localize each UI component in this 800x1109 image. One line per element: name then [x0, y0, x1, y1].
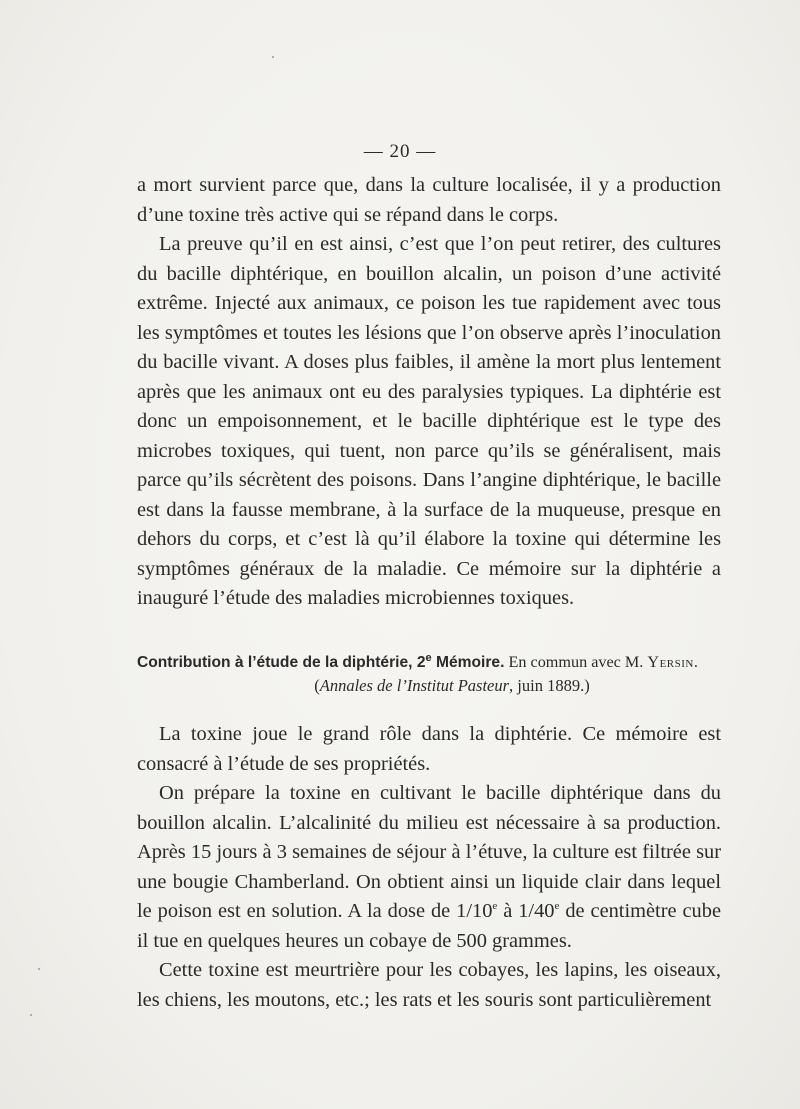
body-text-top [137, 171, 721, 614]
citation-date: , juin 1889.) [509, 676, 590, 695]
heading-coauthor-prefix: En commun avec M. [504, 653, 648, 671]
paragraph-continuation: a mort survient parce que, dans la culture localisée, il y a production d’une toxine très active qui se répand dans le corps. [137, 174, 721, 226]
page-number: — 20 — [363, 141, 437, 162]
heading-citation: (Annales de l’Institut Pasteur, juin 1889.) [314, 676, 590, 695]
paper-speck [272, 56, 274, 58]
heading-coauthor: Yersin [647, 653, 694, 671]
paper-speck [30, 1014, 32, 1016]
journal-name: Annales de l’Institut Pasteur [319, 676, 510, 695]
paragraph-toxin-role: La toxine joue le grand rôle dans la diphtérie. Ce mémoire est consacré à l’étude de ses propriétés. [137, 723, 721, 775]
paper-speck [38, 968, 40, 970]
heading-title: Contribution à l’étude de la diphtérie, 2e Mémoire. [137, 651, 505, 671]
paragraph-toxin-lethality: Cette toxine est meurtrière pour les cobayes, les lapins, les oiseaux, les chiens, les moutons, etc.; les rats et les souris sont particulièrement [137, 959, 721, 1011]
section-heading [137, 651, 727, 697]
body-text-bottom [137, 720, 721, 1015]
paragraph-toxin-evidence: La preuve qu’il en est ainsi, c’est que l’on peut retirer, des cultures du bacille diphtérique, en bouillon alcalin, un poison d’une activité extrême. Injecté aux animaux, ce poison les tue rapidement avec tous les symptômes et toutes les lésions que l’on observe après l’inoculation du bacille vivant. A doses plus faibles, il amène la mort plus lentement après que les animaux ont eu des paralysies typiques. La diphtérie est donc un empoisonnement, et le bacille diphtérique est le type des microbes toxiques, qui tuent, non parce qu’ils se généralisent, mais parce qu’ils sécrètent des poisons. Dans l’angine diphtérique, le bacille est dans la fausse membrane, à la surface de la muqueuse, presque en dehors du corps, et c’est là qu’il élabore la toxine qui détermine les symptômes généraux de la maladie. Ce mémoire sur la diphtérie a inauguré l’étude des maladies microbiennes toxiques. [137, 233, 721, 609]
paragraph-toxin-preparation: On prépare la toxine en cultivant le bacille diphtérique dans du bouillon alcalin. L’alcalinité du milieu est nécessaire à sa production. Après 15 jours à 3 semaines de séjour à l’étuve, la culture est filtrée sur une bougie Chamberland. On obtient ainsi un liquide clair dans lequel le poison est en solution. A la dose de 1/10e à 1/40e de centimètre cube il tue en quelques heures un cobaye de 500 grammes. [137, 782, 721, 952]
heading-title-line: Contribution à l’étude de la diphtérie, 2e Mémoire. En commun avec M. Yersin. [137, 651, 698, 671]
